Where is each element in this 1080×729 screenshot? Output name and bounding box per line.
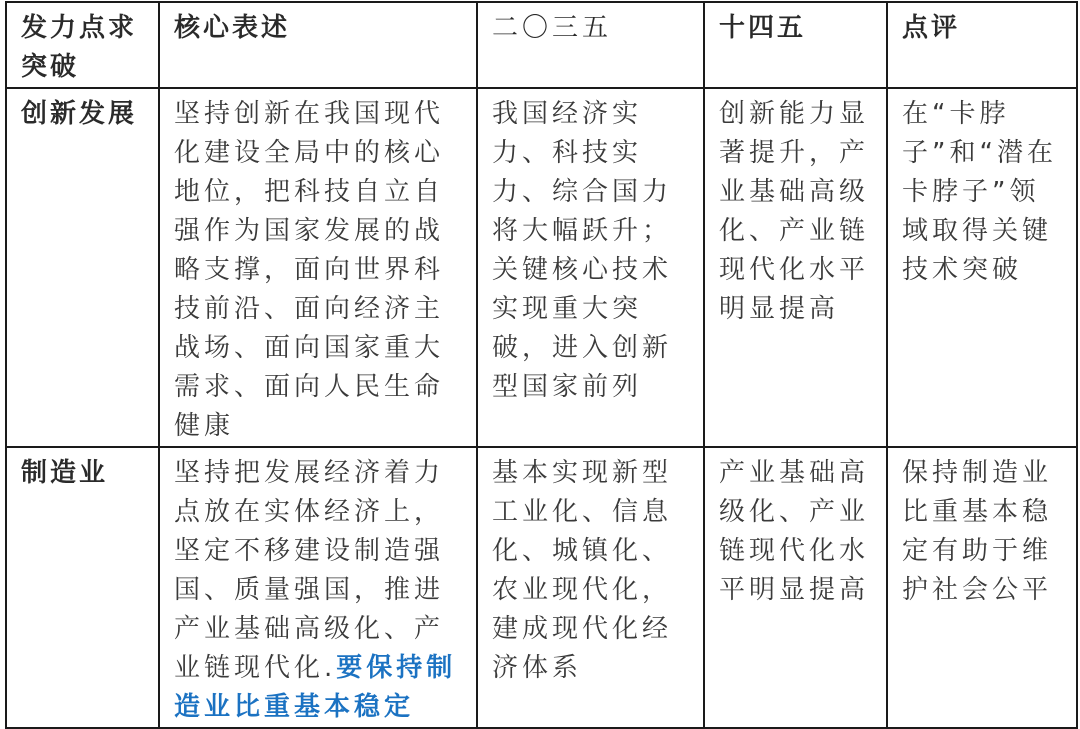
table-row [6,447,1077,728]
header-core: 核心表述 [159,2,477,88]
row-14th-plan-cell: 产业基础高级化、产业链现代化水平明显提高 [704,447,887,728]
row-core-cell [159,447,477,728]
row-core-cell: 坚持创新在我国现代化建设全局中的核心地位，把科技自立自强作为国家发展的战略支撑，面向世界科技前沿、面向经济主战场、面向国家重大需求、面向人民生命健康 [159,88,477,447]
header-focus: 发力点求突破 [6,2,159,88]
core-highlight-text: 要保持制造业比重基本稳定 [174,653,457,722]
header-14th-plan: 十四五 [704,2,887,88]
table-header-row [6,2,1077,88]
table-row [6,88,1077,447]
policy-comparison-table [5,1,1078,729]
row-2035-cell: 我国经济实力、科技实力、综合国力将大幅跃升；关键核心技术实现重大突破，进入创新型国家前列 [477,88,704,447]
row-focus-cell: 制造业 [6,447,159,728]
row-comment-cell: 在“卡脖子”和“潜在卡脖子”领域取得关键技术突破 [887,88,1077,447]
row-focus-cell: 创新发展 [6,88,159,447]
row-14th-plan-cell: 创新能力显著提升，产业基础高级化、产业链现代化水平明显提高 [704,88,887,447]
header-2035: 二〇三五 [477,2,704,88]
row-2035-cell: 基本实现新型工业化、信息化、城镇化、农业现代化，建成现代化经济体系 [477,447,704,728]
core-text: 坚持把发展经济着力点放在实体经济上，坚定不移建设制造强国、质量强国，推进产业基础高级化、产业链现代化. [174,458,445,683]
header-comment: 点评 [887,2,1077,88]
row-comment-cell: 保持制造业比重基本稳定有助于维护社会公平 [887,447,1077,728]
